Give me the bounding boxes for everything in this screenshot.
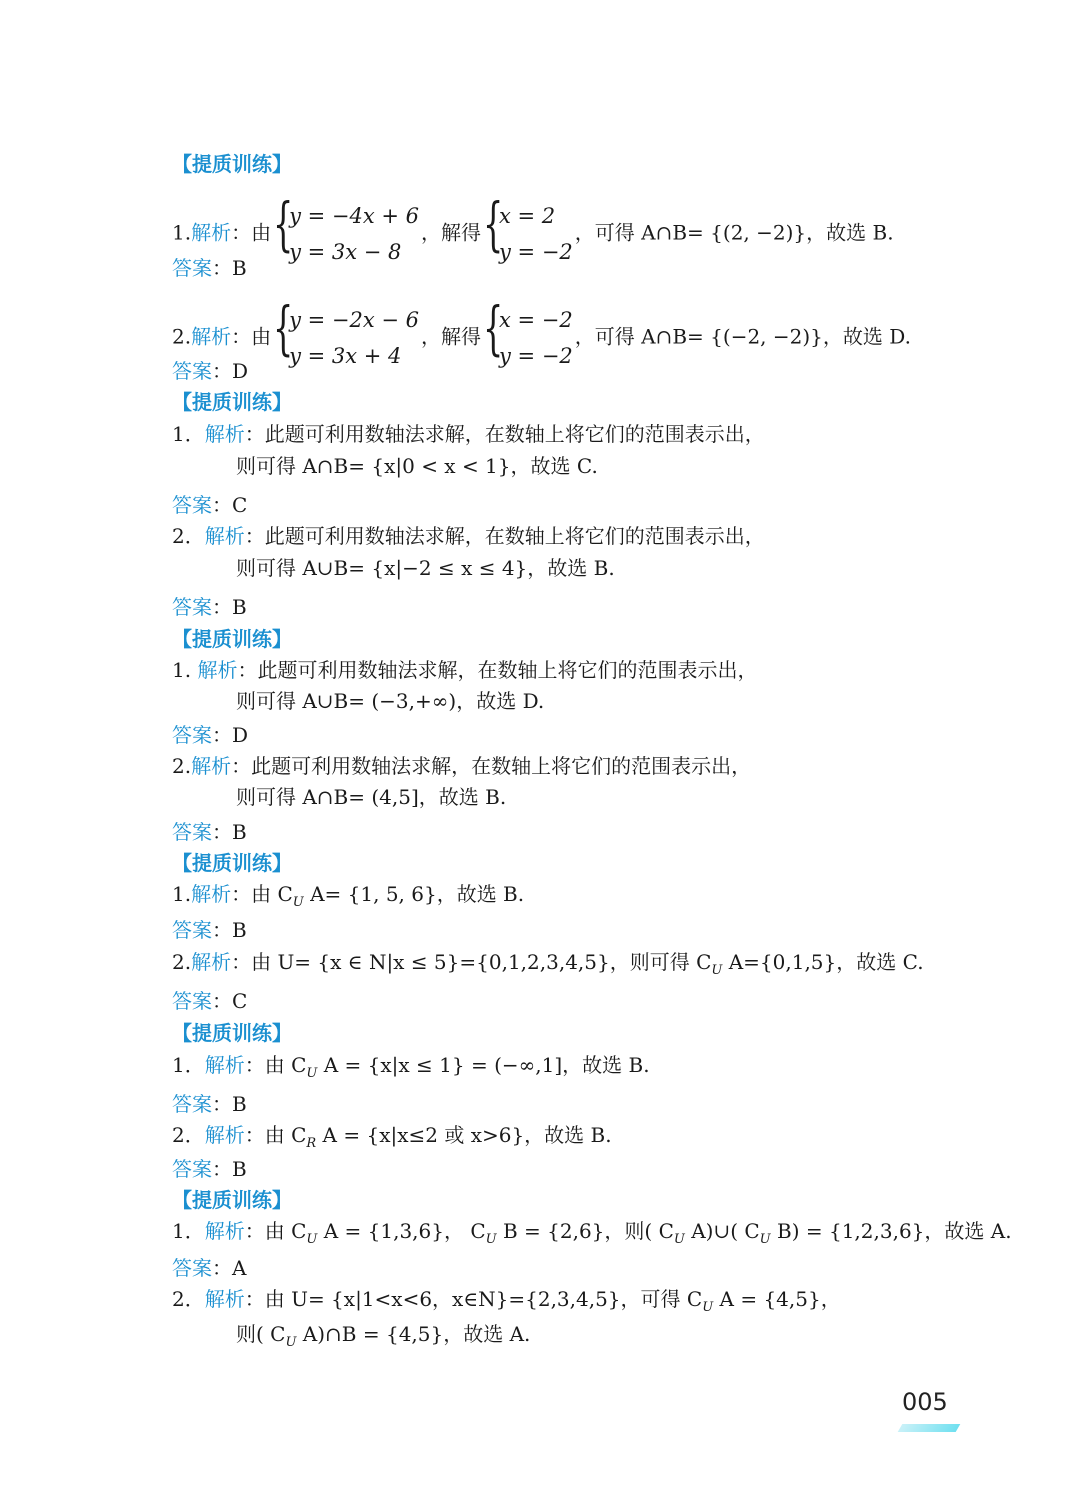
answer-line: 答案：B bbox=[172, 820, 247, 844]
solution-line: 1．解析：由 $C_U$ A = {x|x ≤ 1} = (−∞,1]，故选 B. bbox=[172, 1053, 650, 1081]
section-header: 【提质训练】 bbox=[172, 390, 292, 414]
section-header: 【提质训练】 bbox=[172, 152, 292, 176]
answer-line: 答案：C bbox=[172, 493, 248, 517]
solution-line: 1．解析：由 $C_U$ A = {1,3,6}， $C_U$ B = {2,6}，则( $C_U$ A)∪( $C_U$ B) = {1,2,3,6}，故选 A. bbox=[172, 1219, 1012, 1247]
equation-system: { y = −4x + 6 y = 3x − 8 bbox=[273, 190, 420, 264]
section-header: 【提质训练】 bbox=[172, 851, 292, 875]
section-header: 【提质训练】 bbox=[172, 627, 292, 651]
solution-system: { x = −2 y = −2 bbox=[483, 294, 573, 368]
solution-line: 1．解析：此题可利用数轴法求解，在数轴上将它们的范围表示出， bbox=[172, 422, 765, 446]
answer-line: 答案：B bbox=[172, 256, 247, 280]
brace-icon: { bbox=[483, 190, 504, 258]
solution-line: 2．解析：由 $C_R$ A = {x|x≤2 或 x>6}，故选 B. bbox=[172, 1123, 612, 1151]
solution-line: 2.解析：由 U= {x ∈ N|x ≤ 5}={0,1,2,3,4,5}，则可得 $C_U$ A={0,1,5}，故选 C. bbox=[172, 950, 924, 978]
brace-icon: { bbox=[273, 294, 294, 362]
page-number: 005 bbox=[902, 1388, 948, 1416]
answer-line: 答案：D bbox=[172, 723, 249, 747]
solution-continuation: 则可得 A∪B= (−3,+∞)，故选 D. bbox=[236, 689, 545, 713]
solution-line: 1.解析：由 $C_U$ A= {1, 5, 6}，故选 B. bbox=[172, 882, 525, 910]
solution-line: 2．解析：由 U= {x|1<x<6，x∈N}={2,3,4,5}，可得 $C_U$ A = {4,5}， bbox=[172, 1287, 841, 1315]
solution-line: 1. 解析：此题可利用数轴法求解，在数轴上将它们的范围表示出， bbox=[172, 658, 758, 682]
answer-line: 答案：A bbox=[172, 1256, 247, 1280]
solution-continuation: 则可得 A∩B= {x|0 < x < 1}，故选 C. bbox=[236, 454, 598, 478]
answer-line: 答案：B bbox=[172, 1157, 247, 1181]
brace-icon: { bbox=[483, 294, 504, 362]
solution-line: 1.解析：由 { y = −4x + 6 y = 3x − 8 ，解得 { x = 2 y = −2 ，可得 A∩B= {(2, −2)}，故选 B. bbox=[172, 198, 894, 270]
answer-line: 答案：B bbox=[172, 1092, 247, 1116]
section-header: 【提质训练】 bbox=[172, 1021, 292, 1045]
answer-line: 答案：B bbox=[172, 918, 247, 942]
page-number-accent-bar bbox=[898, 1424, 961, 1432]
brace-icon: { bbox=[273, 190, 294, 258]
solution-continuation: 则可得 A∪B= {x|−2 ≤ x ≤ 4}，故选 B. bbox=[236, 556, 615, 580]
equation-system: { y = −2x − 6 y = 3x + 4 bbox=[273, 294, 420, 368]
answer-line: 答案：B bbox=[172, 595, 247, 619]
answer-line: 答案：D bbox=[172, 359, 249, 383]
solution-system: { x = 2 y = −2 bbox=[483, 190, 573, 264]
answer-line: 答案：C bbox=[172, 989, 248, 1013]
section-header: 【提质训练】 bbox=[172, 1188, 292, 1212]
solution-line: 2.解析：由 { y = −2x − 6 y = 3x + 4 ，解得 { x = −2 y = −2 ，可得 A∩B= {(−2, −2)}，故选 D. bbox=[172, 302, 911, 374]
solution-continuation: 则可得 A∩B= (4,5]，故选 B. bbox=[236, 785, 507, 809]
solution-continuation: 则( $C_U$ A)∩B = {4,5}，故选 A. bbox=[236, 1322, 531, 1350]
solution-line: 2．解析：此题可利用数轴法求解，在数轴上将它们的范围表示出， bbox=[172, 524, 765, 548]
solution-line: 2.解析：此题可利用数轴法求解，在数轴上将它们的范围表示出， bbox=[172, 754, 752, 778]
